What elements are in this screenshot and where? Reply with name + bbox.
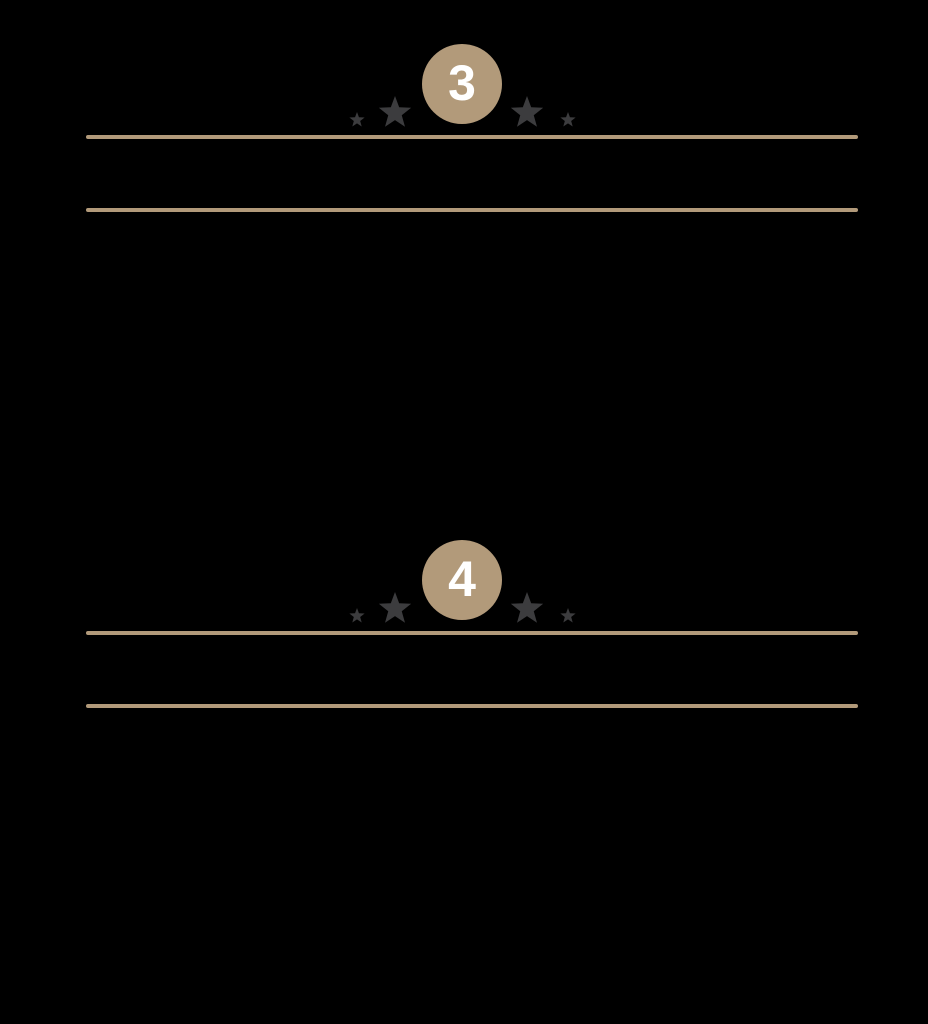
star-icon <box>349 608 365 624</box>
section-title-area <box>86 141 858 207</box>
star-icon <box>349 112 365 128</box>
divider-rule <box>86 208 858 212</box>
star-icon <box>560 608 576 624</box>
step-badge <box>422 540 502 620</box>
step-number: 3 <box>448 55 476 111</box>
star-icon <box>378 96 412 130</box>
star-icon <box>510 96 544 130</box>
divider-rule <box>86 631 858 635</box>
step-number: 4 <box>448 551 476 607</box>
divider-rule <box>86 135 858 139</box>
star-icon <box>510 592 544 626</box>
step-badge <box>422 44 502 124</box>
section-title-area <box>86 637 858 703</box>
star-icon <box>560 112 576 128</box>
star-icon <box>378 592 412 626</box>
divider-rule <box>86 704 858 708</box>
